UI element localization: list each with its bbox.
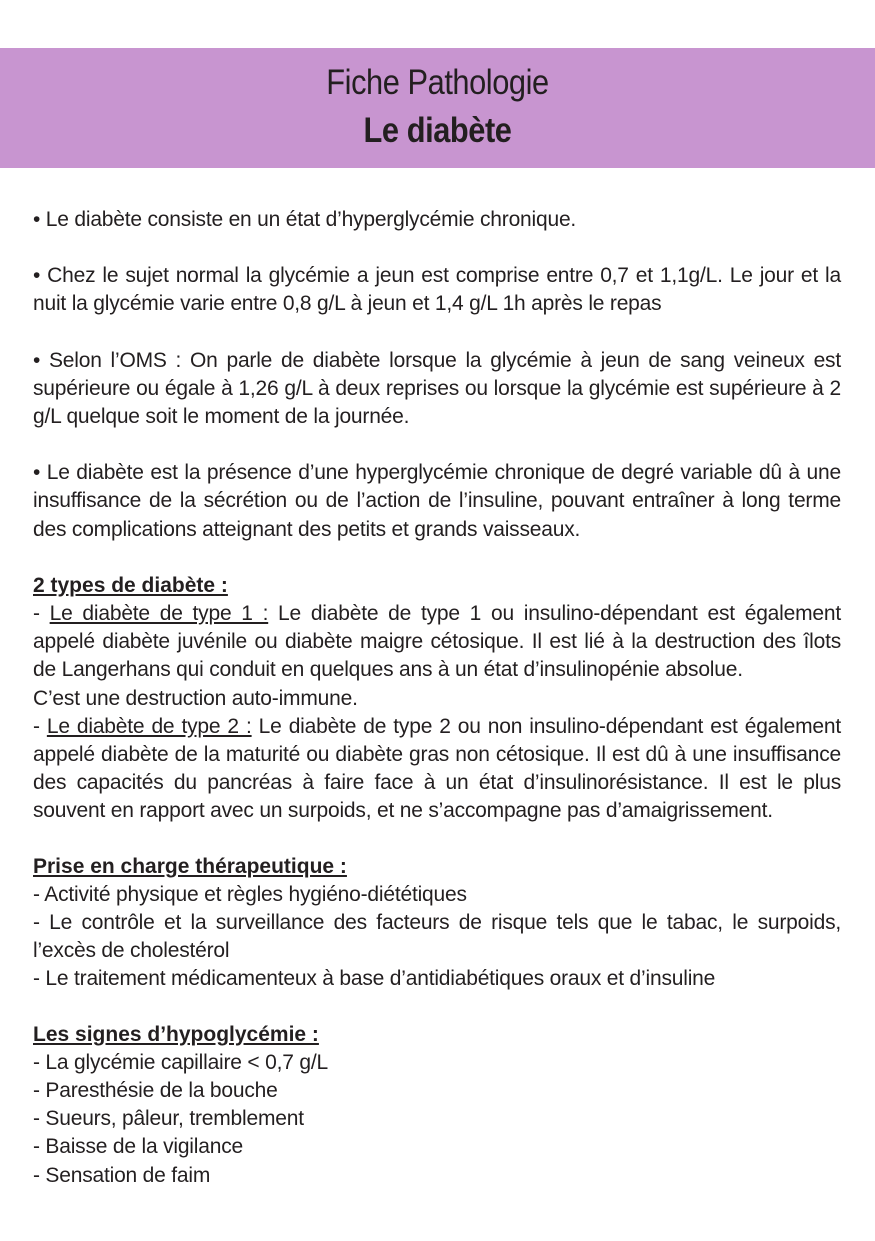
treatment-item: - Activité physique et règles hygiéno-diététiques xyxy=(33,882,467,906)
type1-prefix: - xyxy=(33,602,50,626)
hypo-item: - La glycémie capillaire < 0,7 g/L xyxy=(33,1050,328,1074)
type2-prefix: - xyxy=(33,714,47,738)
document-subtitle: Le diabète xyxy=(363,111,512,150)
intro-paragraph: • Chez le sujet normal la glycémie a jeun est comprise entre 0,7 et 1,1g/L. Le jour et la nuit la glycémie varie entre 0,8 g/L à jeun et 1,4 g/L 1h après le repas xyxy=(33,264,841,316)
type1-label: Le diabète de type 1 : xyxy=(49,602,269,626)
document-body xyxy=(33,206,841,1217)
type1-paragraph xyxy=(33,600,841,685)
document-title: Fiche Pathologie xyxy=(326,63,549,102)
treatment-item: - Le contrôle et la surveillance des facteurs de risque tels que le tabac, le surpoids, l’excès de cholestérol xyxy=(33,911,841,963)
type2-paragraph xyxy=(33,713,841,826)
intro-paragraph: • Le diabète consiste en un état d’hyperglycémie chronique. xyxy=(33,208,577,231)
hypo-heading: Les signes d’hypoglycémie : xyxy=(33,1022,319,1046)
treatment-heading: Prise en charge thérapeutique : xyxy=(33,854,347,878)
intro-paragraph: • Selon l’OMS : On parle de diabète lorsque la glycémie à jeun de sang veineux est supérieure ou égale à 1,26 g/L à deux reprises ou lorsque la glycémie est supérieure à 2 g/L quelque soit le moment de la journée. xyxy=(33,348,841,429)
treatment-item: - Le traitement médicamenteux à base d’antidiabétiques oraux et d’insuline xyxy=(33,967,716,991)
types-heading: 2 types de diabète : xyxy=(33,573,228,597)
type2-label: Le diabète de type 2 : xyxy=(46,714,252,738)
hypo-item: - Sueurs, pâleur, tremblement xyxy=(33,1107,304,1131)
intro-paragraph: • Le diabète est la présence d’une hyperglycémie chronique de degré variable dû à une insuffisance de la sécrétion ou de l’action de l’insuline, pouvant entraîner à long terme des complications atteignant des petits et grands vaisseaux. xyxy=(33,461,841,541)
type2-text: Le diabète de type 2 ou non insulino-dépendant est également appelé diabète de la maturité ou diabète gras non cétosique. Il est dû à une insuffisance des capacités du pancréas à faire face à un état d’insulinorésistance. Il est le plus souvent en rapport avec un surpoids, et ne s’accompagne pas d’amaigrissement. xyxy=(33,714,841,823)
hypo-section xyxy=(33,1021,841,1190)
hypo-item: - Sensation de faim xyxy=(33,1163,211,1187)
hypo-item: - Baisse de la vigilance xyxy=(33,1135,243,1159)
treatment-section xyxy=(33,853,841,994)
hypo-item: - Paresthésie de la bouche xyxy=(33,1079,278,1103)
type1-text: Le diabète de type 1 ou insulino-dépendant est également appelé diabète juvénile ou diabète maigre cétosique. Il est lié à la destruction des îlots de Langerhans qui conduit en quelques ans à un état d’insulinopénie absolue. xyxy=(33,602,841,682)
types-section xyxy=(33,572,841,826)
type1-extra: C’est une destruction auto-immune. xyxy=(33,686,358,710)
